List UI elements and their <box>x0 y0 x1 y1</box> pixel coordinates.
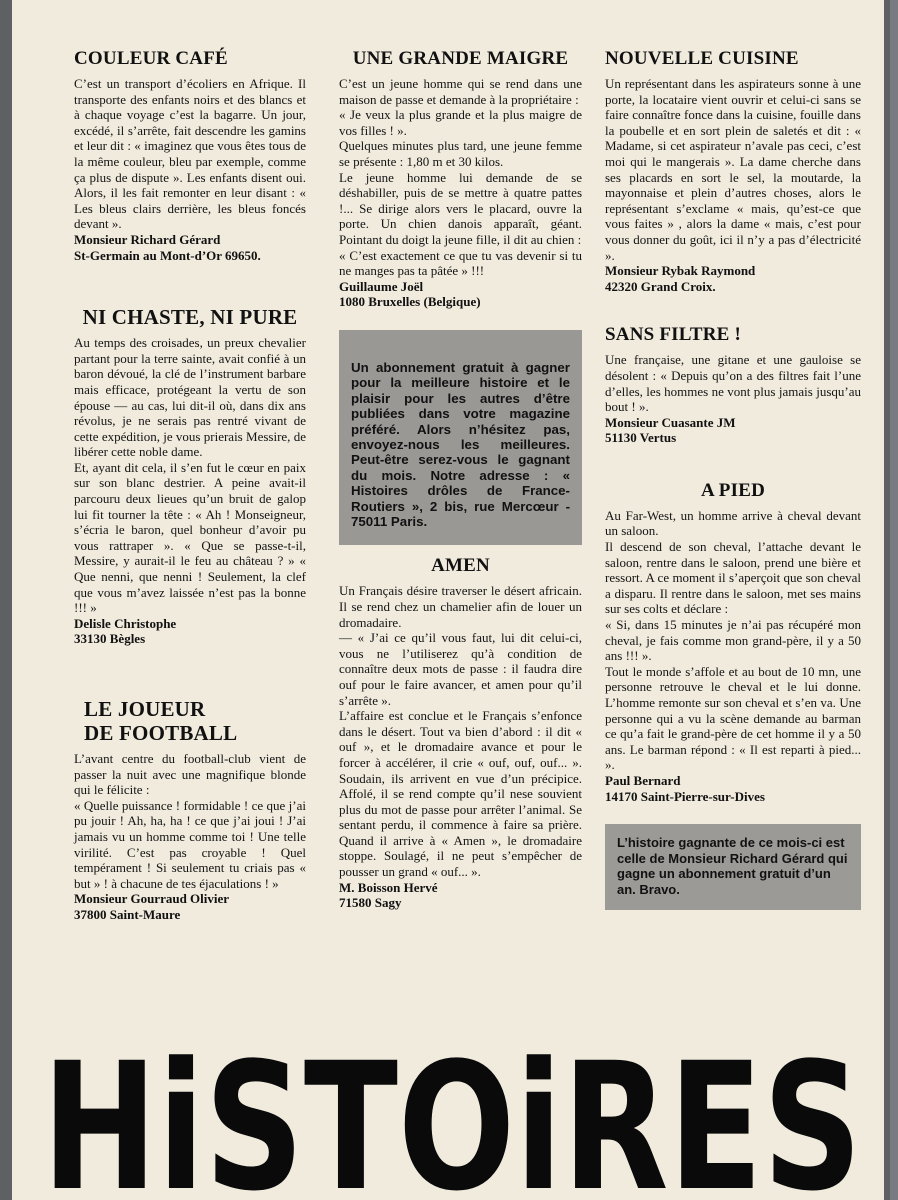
story-title: NI CHASTE, NI PURE <box>82 305 298 330</box>
story-text: Et, ayant dit cela, il s’en fut le cœur en paix sur son blanc destrier. A peine avait-il parcouru deux lieues qu’un bruit de galop lui fit tourner la tête : « Ah ! Monseigneur, s’écria le baron, quel bonheur d’avoir pu vous rattraper ». « Que se passe-t-il, Messire, y aurait-il le feu au château ? » « Que nenni, que nenni ! Seulement, la clef que vous m’avez laissée n’est pas la bonne !!! » <box>74 459 306 616</box>
author-location: 71580 Sagy <box>339 895 402 911</box>
story-text: Un représentant dans les aspirateurs sonne à une porte, la locataire vient ouvrir et celui-ci sans se faire connaître fonce dans la cuisine, fouille dans la poubelle et en sort plein de saletés et dit : « Madame, si cet aspirateur n’avale pas ceci, c’est moi qui le mangerais ». La dame cherche dans ses placards en sort le sel, la moutarde, la mayonnaise et plein d’autres choses, alors le représentant s’exclame « mais, qu’est-ce que vous faites » , alors la dame « mais, c’est pour vous donner du goût, ici il n’y a pas d’électricité ». <box>605 76 861 263</box>
author-location: 37800 Saint-Maure <box>74 906 181 922</box>
story-joueur-football <box>74 697 306 923</box>
column-right <box>605 40 861 910</box>
story-text: « C’est exactement ce que tu vas devenir si tu ne manges pas ta pâtée » !!! <box>339 247 582 279</box>
story-text: « Je veux la plus grande et la plus maigre de vos filles ! ». <box>339 107 582 138</box>
story-text: C’est un transport d’écoliers en Afrique. Il transporte des enfants noirs et des blancs et à chaque voyage c’est la bagarre. Un jour, excédé, il s’arrête, fait descendre les gamins et leur dit : « imaginez que vous êtes tous de la même couleur, bleu par exemple, comme ça plus de dispute ». Les enfants disent oui. Alors, il les fait remonter en leur disant : « Les bleus clairs derrière, les bleus foncés devant ». <box>74 76 306 232</box>
story-text: « Quelle puissance ! formidable ! ce que j’ai pu jouir ! Ah, ha, ha ! ce que j’ai joui ! J’ai jamais vu un homme comme toi ! Une telle virilité. C’est pas croyable ! Quel tempérament ! Si seulement tu criais pas « but » ! à chacune de tes éjaculations ! » <box>74 797 306 891</box>
story-text: Quelques minutes plus tard, une jeune femme se présente : 1,80 m et 30 kilos. <box>339 138 582 169</box>
column-middle <box>339 40 582 911</box>
story-text: — « J’ai ce qu’il vous faut, lui dit celui-ci, vous ne l’utiliserez qu’à condition de connaître deux mots de passe : il faudra dire ouf pour le faire avancer, et amen pour qu’il s’arrête ». <box>339 630 582 708</box>
promo-box: Un abonnement gratuit à gagner pour la meilleure histoire et le plaisir pour les autres d’être publiées dans votre magazine préféré. Alors n’hésitez pas, envoyez-nous les meilleures. Peut-être serez-vous le gagnant du mois. Notre adresse : « Histoires drôles de France-Routiers », 2 bis, rue Mercœur - 75011 Paris. <box>339 330 582 545</box>
story-text: Une française, une gitane et une gauloise se désolent : « Depuis qu’on a des filtres fait l’une d’elles, les hommes ne vont plus jamais jusqu’au bout ! ». <box>605 352 861 415</box>
magazine-page <box>12 0 884 1200</box>
story-text: C’est un jeune homme qui se rend dans une maison de passe et demande à la propriétaire : <box>339 76 582 107</box>
story-text: Au Far-West, un homme arrive à cheval devant un saloon. <box>605 507 861 539</box>
story-text: Tout le monde s’affole et au bout de 10 mn, une personne retrouve le cheval et le lui donne. L’homme remonte sur son cheval et s’en va. Une personne qui a vu la scène demande au barman ce qu’a fait le grand-père de cet homme il y a 50 ans. Le barman répond : « Il est reparti à pied... ». <box>605 663 861 773</box>
story-text: Il descend de son cheval, l’attache devant le saloon, rentre dans le saloon, prend une bière et ressort. A ce moment il s’aperçoit que son cheval a disparu. Il rentre dans le saloon, met ses mains sur ses colts et déclare : <box>605 539 861 617</box>
story-text: L’affaire est conclue et le Français s’enfonce dans le désert. Tout va bien d’abord : il dit « ouf », et le dromadaire avance et pour le forcer à accélérer, il crie « ouf, ouf, ouf... ». Soudain, ils arrivent en vue d’un précipice. Affolé, il se rend compte qu’il nese souvient plus du mot de passe pour arrêter l’animal. Se sentant perdu, il commence à faire sa prière. Quand il arrive à « Amen », le dromadaire stoppe. Soulagé, il ne peut s’empêcher de pousser un grand « ouf... ». <box>339 708 582 880</box>
story-nouvelle-cuisine <box>605 48 861 294</box>
story-title: AMEN <box>431 555 490 577</box>
author-name: Monsieur Gourraud Olivier <box>74 891 230 907</box>
histoires-banner <box>12 1010 884 1200</box>
author-name: Paul Bernard <box>605 772 681 788</box>
story-sans-filtre <box>605 324 861 446</box>
story-text: « Si, dans 15 minutes je n’ai pas récupéré mon cheval, je fais comme mon grand-père, il y a 50 ans !!! ». <box>605 617 861 664</box>
story-title: LE JOUEUR <box>84 697 206 721</box>
author-name: Guillaume Joël <box>339 278 424 294</box>
story-title: UNE GRANDE MAIGRE <box>352 48 569 69</box>
story-text: Le jeune homme lui demande de se déshabiller, puis de se mettre à quatre pattes !... Se dirige alors vers le placard, ouvre la porte. Un chien danois apparaît, géant. Pointant du doigt la jeune fille, il dit au chien : <box>339 169 582 247</box>
story-text: Un Français désire traverser le désert africain. Il se rend chez un chamelier afin de louer un dromadaire. <box>339 583 582 630</box>
story-title: NOUVELLE CUISINE <box>605 48 799 69</box>
scan-edge <box>890 0 898 1200</box>
author-location: St-Germain au Mont-d’Or 69650. <box>74 247 261 263</box>
author-location: 42320 Grand Croix. <box>605 278 716 294</box>
story-title: COULEUR CAFÉ <box>74 48 228 69</box>
author-name: Delisle Christophe <box>74 615 177 631</box>
author-name: Monsieur Cuasante JM <box>605 414 736 430</box>
story-ni-chaste <box>74 305 306 647</box>
story-grande-maigre <box>339 48 582 310</box>
author-name: Monsieur Richard Gérard <box>74 231 221 247</box>
author-location: 1080 Bruxelles (Belgique) <box>339 294 481 310</box>
story-text: Au temps des croisades, un preux chevalier partant pour la terre sainte, avait confié à un baron dévoué, la clé de l’instrument barbare mais efficace, protégeant la vertu de son épouse — au cas, lui dit-il où, dans dix ans révolus, je ne serais pas rentré vivant de cette expédition, je vous prierais Messire, de libérer cette noble dame. <box>74 335 306 460</box>
author-location: 33130 Bègles <box>74 631 146 647</box>
author-location: 14170 Saint-Pierre-sur-Dives <box>605 788 765 804</box>
story-title: SANS FILTRE ! <box>605 324 741 346</box>
winner-box: L’histoire gagnante de ce mois-ci est celle de Monsieur Richard Gérard qui gagne un abonnement gratuit d’un an. Bravo. <box>605 824 861 909</box>
story-amen <box>339 555 582 910</box>
banner-wordmark: HiSTOiRES <box>42 1025 862 1200</box>
author-location: 51130 Vertus <box>605 430 677 446</box>
column-left <box>74 40 306 923</box>
story-couleur-cafe <box>74 48 306 263</box>
story-text: L’avant centre du football-club vient de passer la nuit avec une magnifique blonde qui le félicite : <box>74 751 306 798</box>
story-a-pied <box>605 480 861 804</box>
author-name: Monsieur Rybak Raymond <box>605 263 756 279</box>
story-title: DE FOOTBALL <box>84 721 238 745</box>
story-title: A PIED <box>700 479 766 501</box>
author-name: M. Boisson Hervé <box>339 879 438 895</box>
